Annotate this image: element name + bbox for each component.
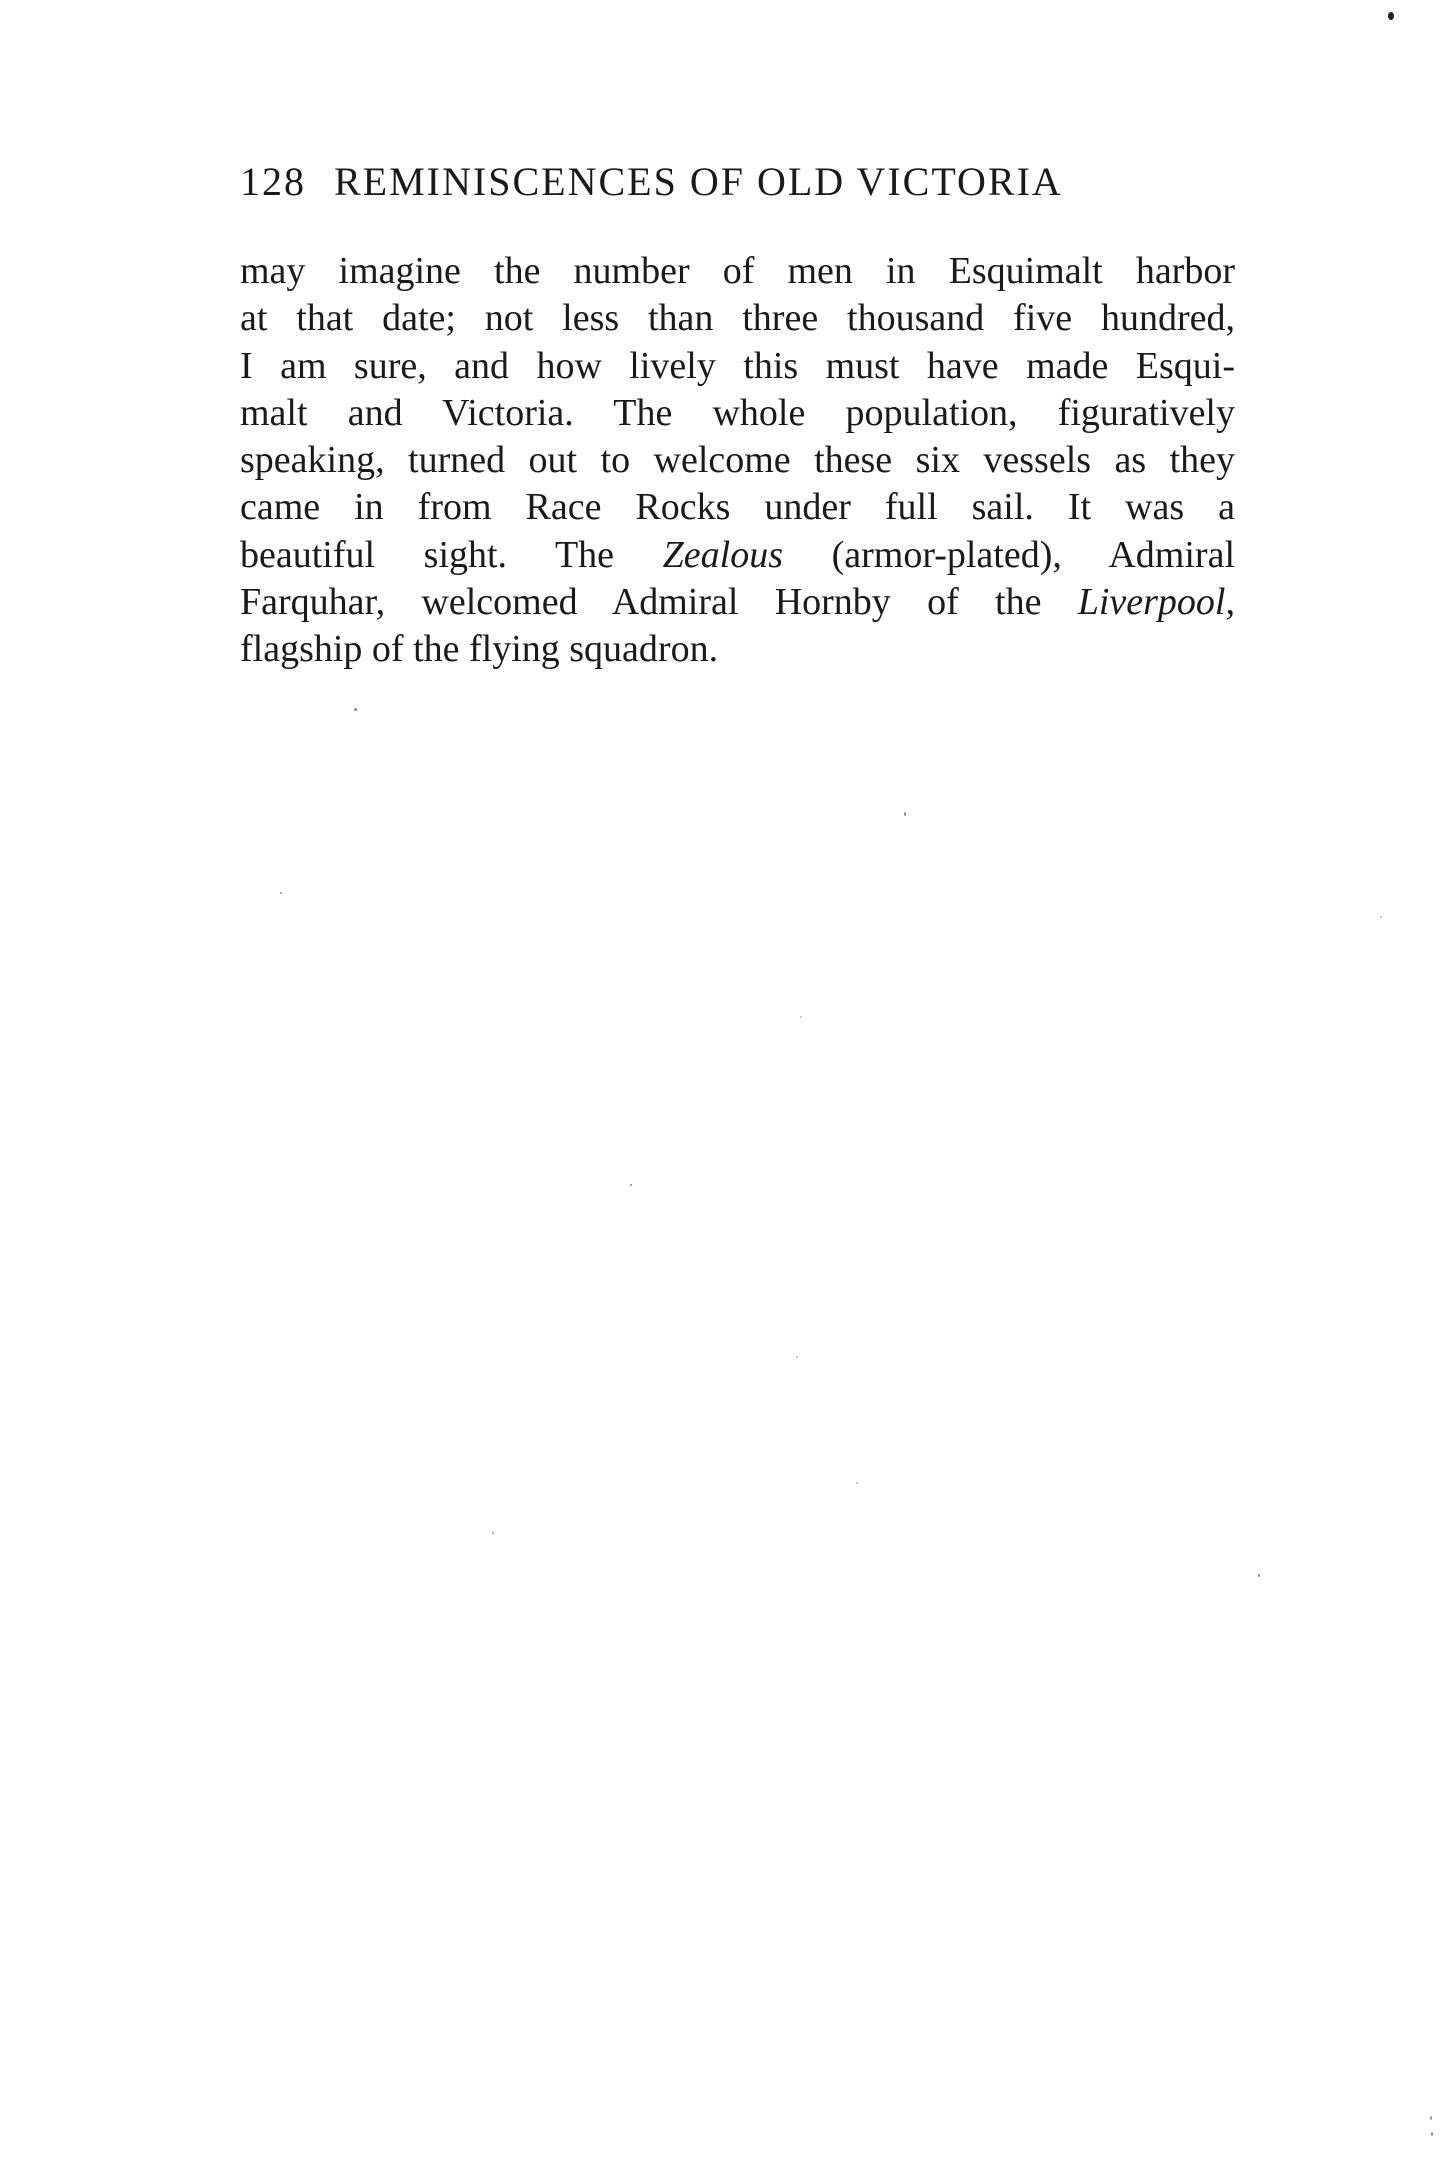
text-run: Farquhar, welcomed Admiral Hornby of the	[240, 581, 1078, 624]
text-line: may imagine the number of men in Esquimalt harbor	[240, 250, 1235, 292]
text-line	[240, 579, 1235, 626]
text-line: I am sure, and how lively this must have made Esqui-	[240, 344, 1235, 387]
scan-speck	[280, 892, 282, 894]
scan-speck	[800, 1016, 802, 1018]
scan-speck	[1431, 2132, 1433, 2136]
scan-speck	[1388, 12, 1394, 20]
scan-speck	[1380, 916, 1382, 918]
body-paragraph	[240, 248, 1235, 674]
running-header	[240, 158, 1240, 205]
text-line: came in from Race Rocks under full sail. It was a	[240, 486, 1235, 529]
ship-name-zealous: Zealous	[662, 533, 783, 576]
text-line: at that date; not less than three thousand five hundred,	[240, 297, 1235, 340]
ship-name-liverpool: Liverpool,	[1077, 581, 1235, 624]
text-run: beautiful sight. The	[240, 533, 663, 576]
scan-speck	[796, 1356, 798, 1358]
running-title: REMINISCENCES OF OLD VICTORIA	[334, 159, 1063, 204]
scan-speck	[1430, 2116, 1432, 2120]
page-number: 128	[240, 159, 306, 204]
scan-speck	[354, 708, 357, 711]
text-run: (armor-plated), Admiral	[783, 533, 1236, 576]
scan-speck	[904, 812, 906, 816]
scan-speck	[630, 1184, 632, 1186]
text-line: malt and Victoria. The whole population, figuratively	[240, 391, 1235, 434]
text-line: flagship of the flying squadron.	[240, 628, 719, 671]
scan-speck	[1258, 1574, 1260, 1577]
text-line	[240, 532, 1235, 579]
scan-speck	[856, 1482, 858, 1484]
text-line: speaking, turned out to welcome these six vessels as they	[240, 439, 1235, 482]
scan-speck	[492, 1532, 494, 1534]
